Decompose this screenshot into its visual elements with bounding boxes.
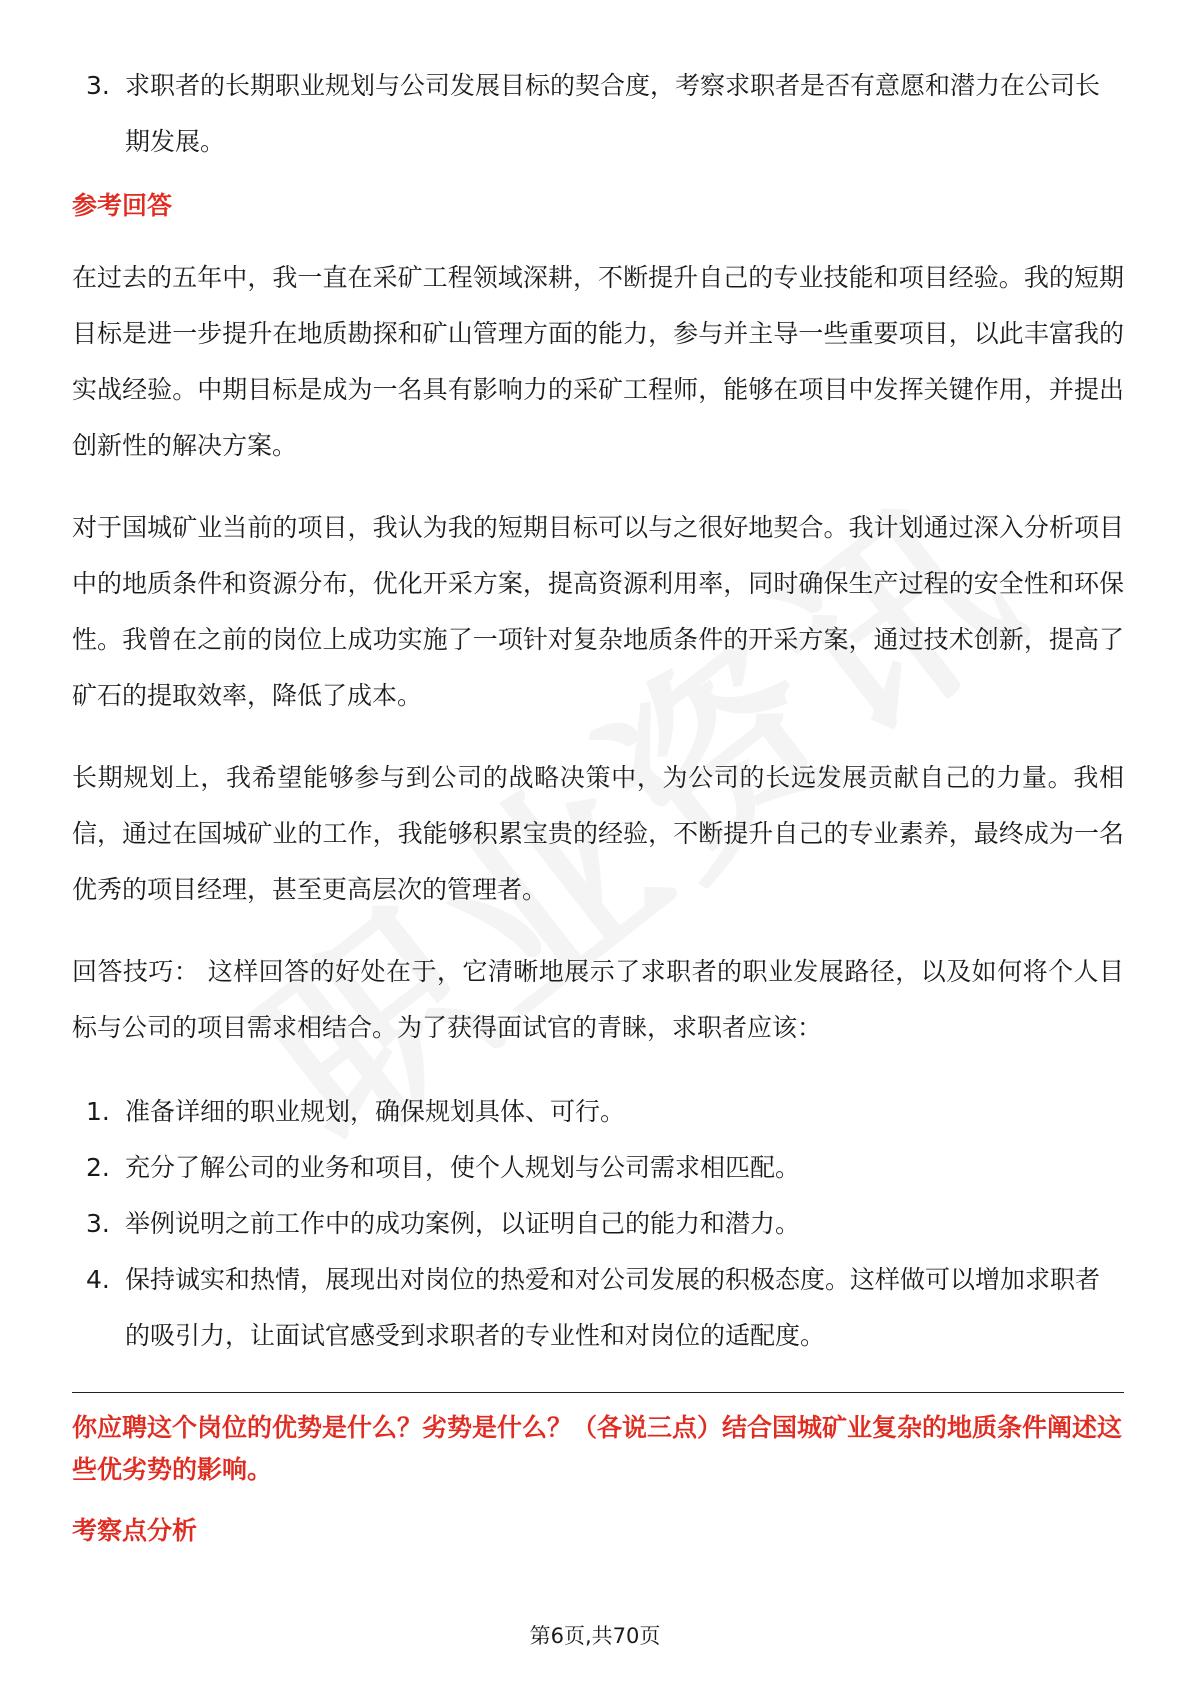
list-text: 充分了解公司的业务和项目，使个人规划与公司需求相匹配。 bbox=[125, 1153, 801, 1182]
list-number: 4. bbox=[86, 1265, 110, 1294]
list-item bbox=[72, 1252, 1124, 1364]
list-number: 1. bbox=[86, 1097, 110, 1126]
list-item-top bbox=[72, 58, 1124, 170]
list-item bbox=[72, 1196, 1124, 1252]
next-question-heading: 你应聘这个岗位的优势是什么？劣势是什么？（各说三点）结合国城矿业复杂的地质条件阐述这些优劣势的影响。 bbox=[72, 1413, 1123, 1484]
analysis-heading: 考察点分析 bbox=[72, 1516, 198, 1545]
list-item bbox=[72, 1084, 1124, 1140]
answer-tips-intro: 回答技巧： 这样回答的好处在于，它清晰地展示了求职者的职业发展路径，以及如何将个人目标与公司的项目需求相结合。为了获得面试官的青睐，求职者应该： bbox=[72, 957, 1124, 1042]
list-number: 2. bbox=[86, 1153, 110, 1182]
list-text: 求职者的长期职业规划与公司发展目标的契合度，考察求职者是否有意愿和潜力在公司长期发展。 bbox=[125, 71, 1101, 156]
list-text: 准备详细的职业规划，确保规划具体、可行。 bbox=[125, 1097, 626, 1126]
list-number: 3. bbox=[86, 71, 110, 100]
tips-list bbox=[72, 1084, 1124, 1364]
list-number: 3. bbox=[86, 1209, 110, 1238]
page-number: 第6页,共70页 bbox=[529, 1624, 661, 1648]
reference-answer-heading: 参考回答 bbox=[72, 191, 173, 220]
page-content bbox=[72, 58, 1124, 1551]
answer-paragraph-2: 对于国城矿业当前的项目，我认为我的短期目标可以与之很好地契合。我计划通过深入分析项目中的地质条件和资源分布，优化开采方案，提高资源利用率，同时确保生产过程的安全性和环保性。我曾在之前的岗位上成功实施了一项针对复杂地质条件的开采方案，通过技术创新，提高了矿石的提取效率，降低了成本。 bbox=[72, 513, 1124, 710]
list-text: 保持诚实和热情，展现出对岗位的热爱和对公司发展的积极态度。这样做可以增加求职者的吸引力，让面试官感受到求职者的专业性和对岗位的适配度。 bbox=[125, 1265, 1101, 1350]
answer-paragraph-3: 长期规划上，我希望能够参与到公司的战略决策中，为公司的长远发展贡献自己的力量。我相信，通过在国城矿业的工作，我能够积累宝贵的经验，不断提升自己的专业素养，最终成为一名优秀的项目经理，甚至更高层次的管理者。 bbox=[72, 763, 1124, 904]
list-text: 举例说明之前工作中的成功案例，以证明自己的能力和潜力。 bbox=[125, 1209, 801, 1238]
list-item bbox=[72, 1140, 1124, 1196]
answer-paragraph-1: 在过去的五年中，我一直在采矿工程领域深耕，不断提升自己的专业技能和项目经验。我的短期目标是进一步提升在地质勘探和矿山管理方面的能力，参与并主导一些重要项目，以此丰富我的实战经验。中期目标是成为一名具有影响力的采矿工程师，能够在项目中发挥关键作用，并提出创新性的解决方案。 bbox=[72, 263, 1124, 460]
